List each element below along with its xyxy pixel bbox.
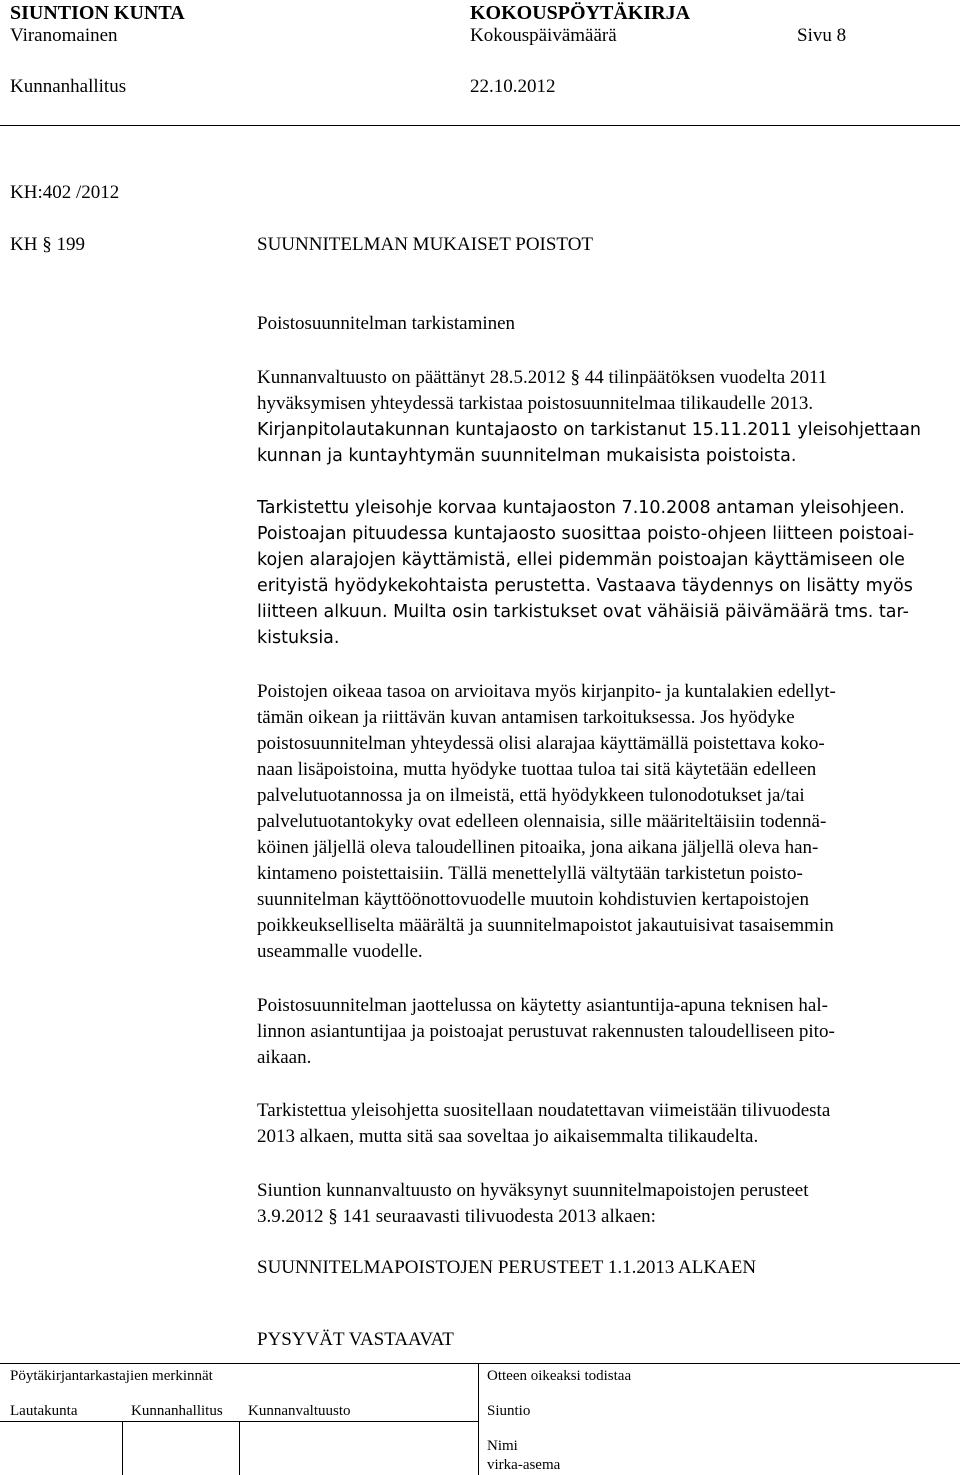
document-type: KOKOUSPÖYTÄKIRJA [470, 2, 691, 24]
header-rule [0, 125, 960, 126]
paragraph-3 [257, 679, 836, 965]
footer-divider [478, 1363, 479, 1475]
paragraph-line: kojen alarajojen käyttämistä, ellei pidemmän poistoajan käyttämiseen ole [257, 550, 905, 570]
footer-rule-top [0, 1363, 960, 1364]
heading-fixed-assets: PYSYVÄT VASTAAVAT [257, 1329, 454, 1350]
paragraph-line: Kirjanpitolautakunnan kuntajaosto on tarkistanut 15.11.2011 yleisohjettaan [257, 420, 922, 440]
paragraph-line: Siuntion kunnanvaltuusto on hyväksynyt suunnitelmapoistojen perusteet [257, 1180, 809, 1201]
case-subtitle: Poistosuunnitelman tarkistaminen [257, 313, 516, 334]
footer-body-kunnanhallitus: Kunnanhallitus [131, 1403, 223, 1419]
paragraph-line: kistuksia. [257, 628, 340, 648]
paragraph-line: Tarkistettu yleisohje korvaa kuntajaoston 7.10.2008 antaman yleisohjeen. [257, 498, 905, 518]
footer-body-lautakunta: Lautakunta [10, 1403, 78, 1419]
checkers-label: Pöytäkirjantarkastajien merkinnät [10, 1368, 213, 1384]
paragraph-line: palvelutuotantokyky ovat edelleen olennaisia, sille määriteltäisiin todennä- [257, 811, 827, 832]
footer-body-kunnanvaltuusto: Kunnanvaltuusto [248, 1403, 351, 1419]
paragraph-line: poistosuunnitelman yhteydessä olisi alarajaa käyttämällä poistettava koko- [257, 733, 825, 754]
paragraph-line: useammalle vuodelle. [257, 941, 423, 962]
paragraph-line: liitteen alkuun. Muilta osin tarkistukset ovat vähäisiä päivämäärä tms. tar- [257, 602, 909, 622]
meeting-date-label: Kokouspäivämäärä [470, 25, 617, 46]
section-prefix: KH [10, 234, 38, 255]
paragraph-line: suunnitelman käyttöönottovuodelle muutoin kohdistuvien kertapoistojen [257, 889, 809, 910]
footer-name-label: Nimi [487, 1438, 518, 1454]
paragraph-5 [257, 1098, 830, 1150]
paragraph-line: palvelutuotannossa ja on ilmeistä, että hyödykkeen tulonodotukset ja/tai [257, 785, 805, 806]
paragraph-line: poikkeukselliselta määrältä ja suunnitelmapoistot jakautuisivat tasaisemmin [257, 915, 834, 936]
paragraph-6 [257, 1178, 808, 1230]
paragraph-line: Poistosuunnitelman jaottelussa on käytetty asiantuntija-apuna teknisen hal- [257, 995, 828, 1016]
footer-signature-divider-1 [122, 1421, 123, 1475]
paragraph-line: Poistoajan pituudessa kuntajaosto suosittaa poisto-ohjeen liitteen poistoai- [257, 524, 915, 544]
case-title: SUUNNITELMAN MUKAISET POISTOT [257, 234, 594, 255]
copy-certified-label: Otteen oikeaksi todistaa [487, 1368, 632, 1384]
footer-place: Siuntio [487, 1403, 531, 1419]
paragraph-line: tämän oikean ja riittävän kuvan antamisen tarkoituksessa. Jos hyödyke [257, 707, 795, 728]
section-no: 199 [56, 234, 85, 255]
heading-depreciation-basis: SUUNNITELMAPOISTOJEN PERUSTEET 1.1.2013 ALKAEN [257, 1257, 757, 1278]
paragraph-line: linnon asiantuntijaa ja poistoajat perustuvat rakennusten taloudelliseen pito- [257, 1021, 835, 1042]
section-number [10, 234, 85, 256]
meeting-date: 22.10.2012 [470, 76, 556, 97]
paragraph-line: hyväksymisen yhteydessä tarkistaa poistosuunnitelmaa tilikaudelle 2013. [257, 393, 814, 414]
paragraph-2 [257, 495, 914, 651]
authority-name: Kunnanhallitus [10, 76, 127, 97]
paragraph-1 [257, 365, 921, 469]
paragraph-line: 3.9.2012 § 141 seuraavasti tilivuodesta 2013 alkaen: [257, 1206, 656, 1227]
paragraph-line: Poistojen oikeaa tasoa on arvioitava myös kirjanpito- ja kuntalakien edellyt- [257, 681, 836, 702]
section-symbol: § [42, 234, 52, 255]
footer-signature-divider-2 [239, 1421, 240, 1475]
paragraph-line: kunnan ja kuntayhtymän suunnitelman mukaisista poistoista. [257, 446, 797, 466]
paragraph-line: Tarkistettua yleisohjetta suositellaan noudatettavan viimeistään tilivuodesta [257, 1100, 831, 1121]
paragraph-line: erityistä hyödykekohtaista perustetta. Vastaava täydennys on lisätty myös [257, 576, 913, 596]
paragraph-4 [257, 993, 835, 1071]
footer-position-label: virka-asema [487, 1457, 561, 1473]
org-name: SIUNTION KUNTA [10, 2, 185, 24]
paragraph-line: aikaan. [257, 1047, 312, 1068]
paragraph-line: köinen jäljellä oleva taloudellinen pitoaika, jona aikana jäljellä oleva han- [257, 837, 819, 858]
case-number: KH:402 /2012 [10, 182, 120, 203]
page-number: Sivu 8 [797, 25, 847, 46]
paragraph-line: 2013 alkaen, mutta sitä saa soveltaa jo aikaisemmalta tilikaudelta. [257, 1126, 759, 1147]
paragraph-line: naan lisäpoistoina, mutta hyödyke tuottaa tuloa tai sitä käytetään edelleen [257, 759, 817, 780]
paragraph-line: kintameno poistettaisiin. Tällä menettelyllä vältytään tarkistetun poisto- [257, 863, 803, 884]
paragraph-line: Kunnanvaltuusto on päättänyt 28.5.2012 § 44 tilinpäätöksen vuodelta 2011 [257, 367, 828, 388]
authority-label: Viranomainen [10, 25, 118, 46]
